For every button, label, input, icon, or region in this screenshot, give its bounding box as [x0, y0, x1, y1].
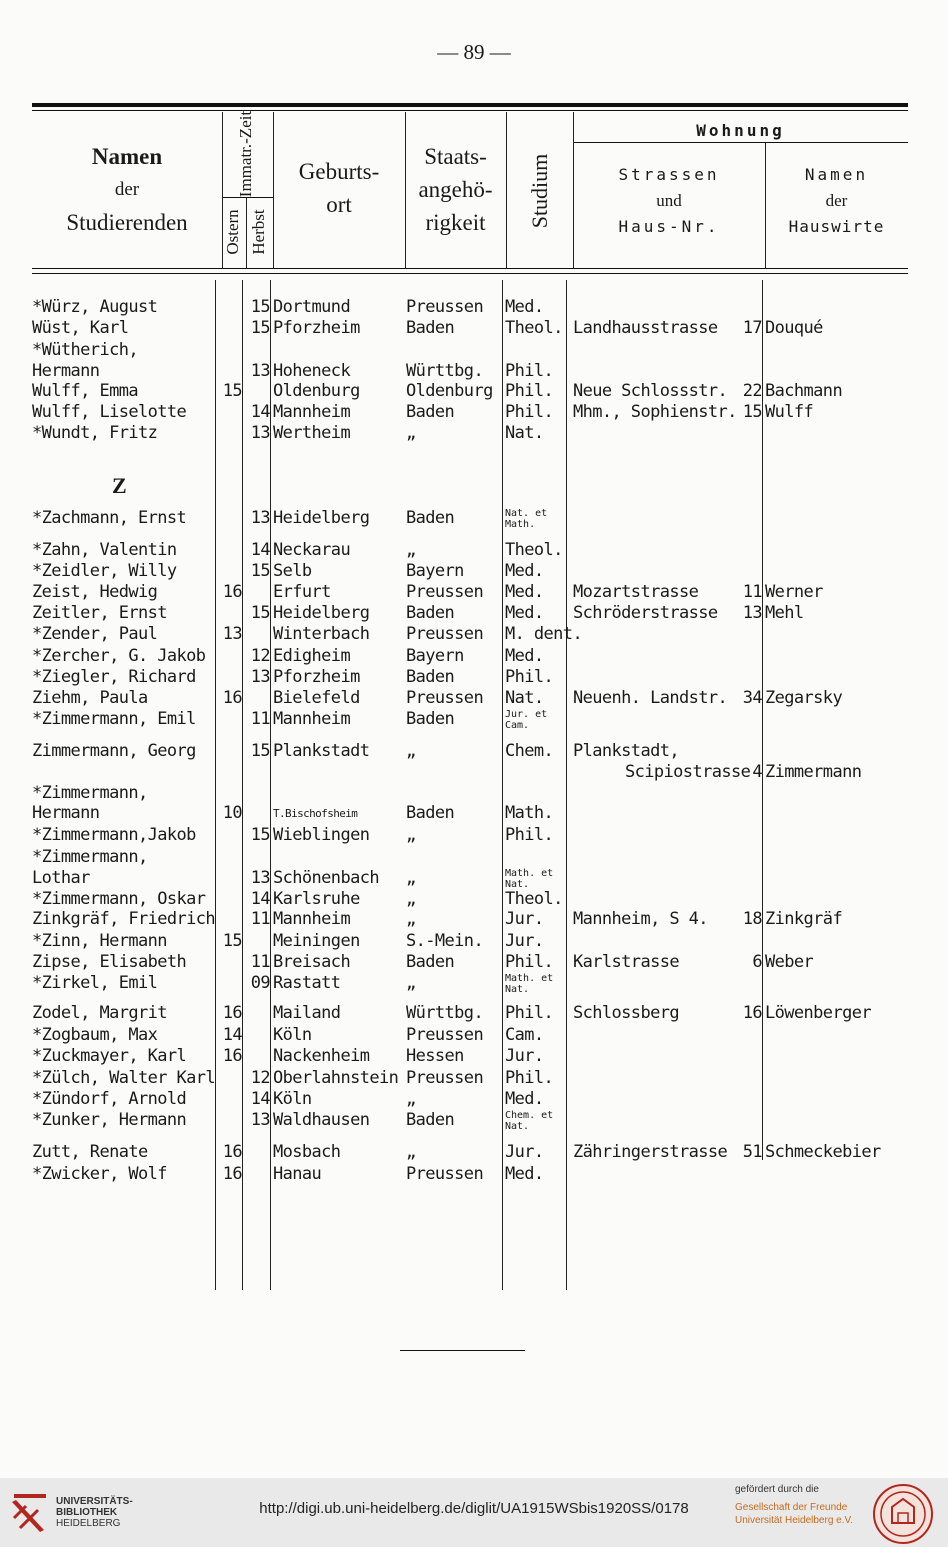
- cell-staat: „: [406, 423, 416, 443]
- cell-o: 16: [222, 1142, 242, 1162]
- cell-staat: Preussen: [406, 1068, 484, 1088]
- table-row: [0, 624, 948, 646]
- cell-staat: Bayern: [406, 646, 464, 666]
- cell-h: 13: [250, 361, 270, 381]
- cell-name: Zodel, Margrit: [32, 1003, 167, 1023]
- cell-stud: M. dent.: [505, 624, 583, 644]
- cell-h: 14: [250, 540, 270, 560]
- table-row: [0, 381, 948, 403]
- table-row: [0, 1046, 948, 1068]
- header-wohnung: Wohnung: [696, 121, 785, 140]
- cell-ort: Wertheim: [273, 423, 351, 443]
- cell-ort: Mosbach: [273, 1142, 341, 1162]
- cell-stud: Phil.: [505, 402, 554, 422]
- table-row: [0, 803, 948, 825]
- cell-name: Hermann: [32, 803, 100, 823]
- cell-stud: Med.: [505, 297, 544, 317]
- cell-ort: Pforzheim: [273, 667, 360, 687]
- cell-str: Plankstadt,: [573, 741, 679, 761]
- cell-o: 15: [222, 381, 242, 401]
- table-row: [0, 783, 948, 805]
- cell-nr: 17: [742, 318, 762, 338]
- cell-ort: Oberlahnstein: [273, 1068, 399, 1088]
- cell-name: *Wundt, Fritz: [32, 423, 158, 443]
- cell-name: *Würz, August: [32, 297, 158, 317]
- cell-stud: Math. et Nat.: [505, 973, 554, 995]
- header-geburtsort-1: Geburts-: [298, 159, 380, 184]
- bottom-short-rule: [400, 1350, 525, 1351]
- cell-stud: Jur.: [505, 1142, 544, 1162]
- cell-ort: Mannheim: [273, 402, 351, 422]
- cell-o: 16: [222, 688, 242, 708]
- col-rule-2: [246, 198, 247, 268]
- library-name-1: UNIVERSITÄTS-: [56, 1496, 133, 1507]
- cell-staat: „: [406, 909, 416, 929]
- cell-name: *Zuckmayer, Karl: [32, 1046, 187, 1066]
- cell-str: Neue Schlossstr.: [573, 381, 728, 401]
- cell-str: Neuenh. Landstr.: [573, 688, 728, 708]
- top-rule-thin: [32, 110, 908, 111]
- cell-stud: Phil.: [505, 825, 554, 845]
- cell-h: 13: [250, 868, 270, 888]
- col-rule-5: [506, 112, 507, 268]
- cell-ort: Köln: [273, 1089, 312, 1109]
- table-row: [0, 847, 948, 869]
- cell-name: Wüst, Karl: [32, 318, 129, 338]
- cell-h: 15: [250, 561, 270, 581]
- footer-sponsor-2: Universität Heidelberg e.V.: [735, 1515, 854, 1526]
- cell-h: 11: [250, 709, 270, 729]
- cell-name: Lothar: [32, 868, 90, 888]
- header-namen-hw-1: Namen: [804, 165, 869, 184]
- cell-h: 15: [250, 741, 270, 761]
- cell-stud: Theol.: [505, 540, 563, 560]
- cell-staat: Preussen: [406, 688, 484, 708]
- cell-h: 11: [250, 909, 270, 929]
- table-row: [0, 297, 948, 319]
- cell-wirt: Werner: [765, 582, 823, 602]
- cell-o: 14: [222, 1025, 242, 1045]
- cell-staat: „: [406, 741, 416, 761]
- cell-stud: Jur.: [505, 1046, 544, 1066]
- cell-staat: Preussen: [406, 297, 484, 317]
- cell-str: Mozartstrasse: [573, 582, 699, 602]
- cell-stud: Chem.: [505, 741, 554, 761]
- cell-ort: Hanau: [273, 1164, 322, 1184]
- cell-ort: Erfurt: [273, 582, 331, 602]
- cell-ort: Mailand: [273, 1003, 341, 1023]
- header-geburtsort: [273, 155, 405, 221]
- table-row: [0, 561, 948, 583]
- table-row: [0, 1142, 948, 1164]
- cell-str: Schlossberg: [573, 1003, 679, 1023]
- cell-h: 14: [250, 889, 270, 909]
- table-row: [0, 1068, 948, 1090]
- cell-ort: Neckarau: [273, 540, 351, 560]
- cell-str: Zähringerstrasse: [573, 1142, 728, 1162]
- cell-stud: Med.: [505, 582, 544, 602]
- header-namen-hw: [765, 162, 908, 240]
- footer-url[interactable]: http://digi.ub.uni-heidelberg.de/diglit/UA1915WSbis1920SS/0178: [259, 1500, 689, 1517]
- cell-ort: Dortmund: [273, 297, 351, 317]
- cell-stud: Med.: [505, 646, 544, 666]
- cell-stud: Phil.: [505, 381, 554, 401]
- table-row: [0, 1003, 948, 1025]
- table-row: [0, 318, 948, 340]
- cell-nr: 18: [742, 909, 762, 929]
- cell-staat: „: [406, 868, 416, 888]
- table-row: [0, 825, 948, 847]
- footer-sponsor: [735, 1501, 853, 1527]
- cell-name: *Zündorf, Arnold: [32, 1089, 187, 1109]
- cell-name: *Zinn, Hermann: [32, 931, 167, 951]
- cell-h: 15: [250, 318, 270, 338]
- cell-h: 15: [250, 297, 270, 317]
- cell-h: 15: [250, 825, 270, 845]
- cell-wirt: Weber: [765, 952, 814, 972]
- cell-staat: Hessen: [406, 1046, 464, 1066]
- table-row: [0, 762, 948, 784]
- table-row: [0, 540, 948, 562]
- cell-name: *Zirkel, Emil: [32, 973, 158, 993]
- table-row: [0, 361, 948, 383]
- cell-name: Zeitler, Ernst: [32, 603, 167, 623]
- cell-name: Hermann: [32, 361, 100, 381]
- cell-name: *Ziegler, Richard: [32, 667, 196, 687]
- table-row: [0, 582, 948, 604]
- cell-stud: Med.: [505, 603, 544, 623]
- cell-stud: Jur.: [505, 909, 544, 929]
- cell-nr: 11: [742, 582, 762, 602]
- header-rule-2: [32, 273, 908, 274]
- cell-stud: Jur.: [505, 931, 544, 951]
- cell-ort: Breisach: [273, 952, 351, 972]
- cell-name: Ziehm, Paula: [32, 688, 148, 708]
- cell-wirt: Löwenberger: [765, 1003, 871, 1023]
- table-row: [0, 1164, 948, 1186]
- header-rule: [32, 268, 908, 269]
- cell-name: *Zogbaum, Max: [32, 1025, 158, 1045]
- cell-wirt: Douqué: [765, 318, 823, 338]
- header-namen-hw-3: Hauswirte: [788, 217, 885, 236]
- cell-ort: Selb: [273, 561, 312, 581]
- table-row: [0, 931, 948, 953]
- header-herbst: Herbst: [249, 209, 268, 255]
- cell-name: Zipse, Elisabeth: [32, 952, 187, 972]
- cell-ort: Plankstadt: [273, 741, 370, 761]
- cell-ort: Meiningen: [273, 931, 360, 951]
- cell-name: Zinkgräf, Friedrich: [32, 909, 216, 929]
- cell-name: *Zülch, Walter Karl: [32, 1068, 216, 1088]
- footer-sponsor-label: gefördert durch die: [735, 1484, 819, 1495]
- cell-name: *Zimmermann,: [32, 847, 148, 867]
- cell-o: 16: [222, 582, 242, 602]
- cell-h: 15: [250, 603, 270, 623]
- table-row: [0, 667, 948, 689]
- cell-wirt: Zinkgräf: [765, 909, 843, 929]
- cell-name: *Zimmermann,: [32, 783, 148, 803]
- cell-staat: Württbg.: [406, 361, 484, 381]
- table-row: [0, 688, 948, 710]
- table-row: [0, 868, 948, 890]
- cell-wirt: Schmeckebier: [765, 1142, 881, 1162]
- cell-staat: Baden: [406, 803, 455, 823]
- cell-staat: „: [406, 1089, 416, 1109]
- cell-str: Landhausstrasse: [573, 318, 718, 338]
- cell-ort: Pforzheim: [273, 318, 360, 338]
- table-row: [0, 973, 948, 995]
- table-row: [0, 1089, 948, 1111]
- cell-stud: Nat. et Math.: [505, 508, 548, 530]
- table-row: [0, 646, 948, 668]
- cell-ort: Bielefeld: [273, 688, 360, 708]
- cell-o: 16: [222, 1003, 242, 1023]
- cell-stud: Theol.: [505, 889, 563, 909]
- cell-nr: 15: [742, 402, 762, 422]
- cell-h: 14: [250, 402, 270, 422]
- cell-stud: Math. et Nat.: [505, 868, 554, 890]
- cell-name: Zutt, Renate: [32, 1142, 148, 1162]
- cell-stud: Phil.: [505, 361, 554, 381]
- cell-ort: Waldhausen: [273, 1110, 370, 1130]
- header-strassen-1: Strassen: [618, 165, 720, 184]
- header-staats-1: Staats-: [424, 144, 487, 169]
- library-name-3: HEIDELBERG: [56, 1518, 121, 1529]
- cell-h: 09: [250, 973, 270, 993]
- table-row: [0, 508, 948, 530]
- cell-nr: 16: [742, 1003, 762, 1023]
- cell-nr: 4: [752, 762, 762, 782]
- cell-stud: Med.: [505, 1089, 544, 1109]
- header-namen-3: Studierenden: [66, 210, 188, 235]
- cell-name: *Zimmermann,Jakob: [32, 825, 196, 845]
- cell-wirt: Zimmermann: [765, 762, 862, 782]
- cell-o: 10: [222, 803, 242, 823]
- cell-staat: Bayern: [406, 561, 464, 581]
- cell-name: *Zimmermann, Emil: [32, 709, 196, 729]
- cell-h: 13: [250, 508, 270, 528]
- table-row: [0, 952, 948, 974]
- cell-ort: Winterbach: [273, 624, 370, 644]
- cell-wirt: Bachmann: [765, 381, 843, 401]
- cell-ort: Mannheim: [273, 909, 351, 929]
- cell-staat: Oldenburg: [406, 381, 493, 401]
- section-heading-z: Z: [112, 473, 127, 498]
- cell-ort: Heidelberg: [273, 603, 370, 623]
- cell-stud: Theol.: [505, 318, 563, 338]
- cell-staat: Baden: [406, 709, 455, 729]
- cell-stud: Nat.: [505, 423, 544, 443]
- cell-stud: Chem. et Nat.: [505, 1110, 554, 1132]
- cell-stud: Cam.: [505, 1025, 544, 1045]
- table-row: [0, 603, 948, 625]
- cell-str: Scipiostrasse: [625, 762, 751, 782]
- cell-name: *Zeidler, Willy: [32, 561, 177, 581]
- cell-name: *Zunker, Hermann: [32, 1110, 187, 1130]
- top-rule: [32, 103, 908, 107]
- cell-stud: Nat.: [505, 688, 544, 708]
- cell-ort: Hoheneck: [273, 361, 351, 381]
- cell-staat: „: [406, 540, 416, 560]
- table-row: [0, 423, 948, 445]
- cell-ort: Oldenburg: [273, 381, 360, 401]
- cell-nr: 6: [752, 952, 762, 972]
- cell-wirt: Zegarsky: [765, 688, 843, 708]
- table-row: [0, 402, 948, 424]
- cell-o: 15: [222, 931, 242, 951]
- cell-stud: Phil.: [505, 667, 554, 687]
- cell-staat: Preussen: [406, 1164, 484, 1184]
- page-number: — 89 —: [437, 40, 511, 64]
- cell-str: Mhm., Sophienstr.: [573, 402, 737, 422]
- cell-staat: „: [406, 825, 416, 845]
- cell-ort: Edigheim: [273, 646, 351, 666]
- cell-name: *Zercher, G. Jakob: [32, 646, 206, 666]
- cell-name: *Wütherich,: [32, 340, 138, 360]
- cell-stud: Jur. et Cam.: [505, 709, 548, 731]
- cell-stud: Math.: [505, 803, 554, 823]
- cell-h: 13: [250, 423, 270, 443]
- header-namen: [32, 140, 222, 239]
- table-row: [0, 1110, 948, 1132]
- cell-ort: Karlsruhe: [273, 889, 360, 909]
- cell-staat: Baden: [406, 667, 455, 687]
- cell-staat: S.-Mein.: [406, 931, 484, 951]
- header-namen-hw-2: der: [825, 191, 848, 210]
- cell-stud: Phil.: [505, 1068, 554, 1088]
- header-staats-3: rigkeit: [425, 210, 486, 235]
- cell-stud: Phil.: [505, 1003, 554, 1023]
- header-ostern: Ostern: [223, 209, 242, 255]
- header-staats: [405, 140, 506, 239]
- university-seal-icon: [872, 1483, 934, 1545]
- header-strassen-3: Haus-Nr.: [618, 217, 720, 236]
- cell-ort: Heidelberg: [273, 508, 370, 528]
- cell-stud: Phil.: [505, 952, 554, 972]
- cell-str: Schröderstrasse: [573, 603, 718, 623]
- cell-o: 16: [222, 1046, 242, 1066]
- table-row: [0, 1025, 948, 1047]
- cell-name: *Zahn, Valentin: [32, 540, 177, 560]
- cell-wirt: Mehl: [765, 603, 804, 623]
- cell-ort: Wieblingen: [273, 825, 370, 845]
- table-row: [0, 741, 948, 763]
- cell-name: Zeist, Hedwig: [32, 582, 158, 602]
- cell-nr: 34: [742, 688, 762, 708]
- cell-wirt: Wulff: [765, 402, 814, 422]
- table-row: [0, 889, 948, 911]
- header-strassen: [573, 162, 765, 240]
- cell-staat: „: [406, 1142, 416, 1162]
- header-studium: Studium: [527, 153, 552, 229]
- footer-sponsor-1: Gesellschaft der Freunde: [735, 1502, 848, 1513]
- cell-o: 16: [222, 1164, 242, 1184]
- table-row: [0, 340, 948, 362]
- cell-staat: Baden: [406, 508, 455, 528]
- cell-name: *Zwicker, Wolf: [32, 1164, 167, 1184]
- cell-o: 13: [222, 624, 242, 644]
- table-row: [0, 709, 948, 731]
- header-staats-2: angehö-: [418, 177, 493, 202]
- cell-stud: Med.: [505, 1164, 544, 1184]
- cell-staat: Baden: [406, 318, 455, 338]
- cell-staat: Baden: [406, 603, 455, 623]
- cell-h: 11: [250, 952, 270, 972]
- cell-name: *Zachmann, Ernst: [32, 508, 187, 528]
- cell-h: 12: [250, 1068, 270, 1088]
- cell-staat: Preussen: [406, 582, 484, 602]
- cell-name: *Zender, Paul: [32, 624, 158, 644]
- header-strassen-2: und: [656, 191, 682, 210]
- cell-name: Wulff, Liselotte: [32, 402, 187, 422]
- cell-nr: 13: [742, 603, 762, 623]
- cell-staat: Preussen: [406, 1025, 484, 1045]
- cell-ort: Köln: [273, 1025, 312, 1045]
- cell-name: Zimmermann, Georg: [32, 741, 196, 761]
- header-geburtsort-2: ort: [326, 192, 352, 217]
- cell-staat: Baden: [406, 1110, 455, 1130]
- cell-ort: T.Bischofsheim: [273, 807, 358, 820]
- cell-staat: Baden: [406, 952, 455, 972]
- cell-str: Karlstrasse: [573, 952, 679, 972]
- header-immatr-zeit: Immatr.-Zeit: [236, 110, 255, 198]
- cell-name: Wulff, Emma: [32, 381, 138, 401]
- cell-str: Mannheim, S 4.: [573, 909, 708, 929]
- cell-staat: „: [406, 889, 416, 909]
- header-namen-1: Namen: [91, 144, 163, 169]
- cell-staat: „: [406, 973, 416, 993]
- cell-h: 13: [250, 667, 270, 687]
- cell-h: 13: [250, 1110, 270, 1130]
- cell-staat: Württbg.: [406, 1003, 484, 1023]
- cell-ort: Nackenheim: [273, 1046, 370, 1066]
- cell-nr: 22: [742, 381, 762, 401]
- header-namen-2: der: [114, 179, 140, 200]
- cell-nr: 51: [742, 1142, 762, 1162]
- cell-staat: Baden: [406, 402, 455, 422]
- cell-ort: Schönenbach: [273, 868, 379, 888]
- cell-name: *Zimmermann, Oskar: [32, 889, 206, 909]
- table-row: [0, 909, 948, 931]
- cell-ort: Rastatt: [273, 973, 341, 993]
- cell-staat: Preussen: [406, 624, 484, 644]
- cell-h: 14: [250, 1089, 270, 1109]
- library-name-2: BIBLIOTHEK: [56, 1507, 118, 1518]
- cell-stud: Med.: [505, 561, 544, 581]
- cell-ort: Mannheim: [273, 709, 351, 729]
- cell-h: 12: [250, 646, 270, 666]
